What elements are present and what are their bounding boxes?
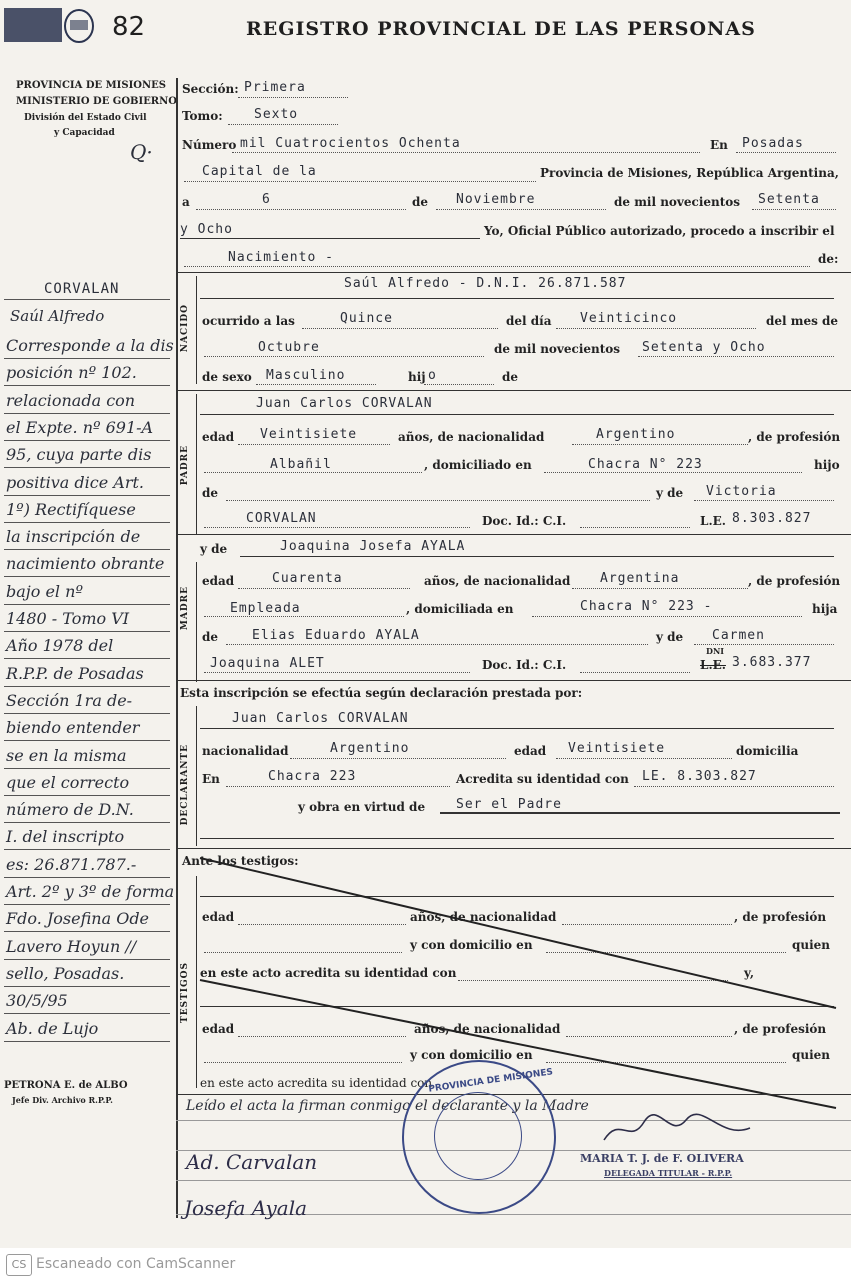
margin-rule bbox=[4, 959, 170, 960]
margin-note-line: Año 1978 del bbox=[6, 636, 114, 655]
padre-doc-label: Doc. Id.: C.I. bbox=[482, 514, 567, 528]
anio-value-1: Setenta bbox=[758, 192, 820, 207]
padre-abuela-value: Victoria bbox=[706, 484, 777, 499]
madre-padre-value: Elias Eduardo AYALA bbox=[252, 628, 420, 643]
margin-rule bbox=[4, 904, 170, 905]
padre-apellido-line bbox=[204, 527, 470, 528]
officer-title: DELEGADA TITULAR - R.P.P. bbox=[604, 1168, 733, 1178]
margin-rule bbox=[4, 1013, 170, 1014]
margin-mark: Q· bbox=[130, 140, 153, 164]
madre-anios-label: años, de nacionalidad bbox=[424, 574, 571, 588]
sexo-label: de sexo bbox=[202, 370, 252, 384]
seccion-line bbox=[238, 97, 348, 98]
padre-prof-line bbox=[204, 472, 422, 473]
anio-nac-value: Setenta y Ocho bbox=[642, 340, 766, 355]
margin-rule bbox=[4, 795, 170, 796]
margin-rule bbox=[4, 495, 170, 496]
padre-edad-label: edad bbox=[202, 430, 235, 444]
decl-en-label: En bbox=[202, 772, 220, 786]
margin-rule bbox=[4, 522, 170, 523]
testigo2-anios-label: años, de nacionalidad bbox=[414, 1022, 561, 1036]
side-label-declarante: DECLARANTE bbox=[180, 744, 190, 826]
office-line-2: MINISTERIO DE GOBIERNO bbox=[16, 96, 177, 107]
en-label: En bbox=[710, 138, 728, 152]
padre-dom-value: Chacra N° 223 bbox=[588, 457, 703, 472]
margin-rule bbox=[4, 358, 170, 359]
margin-rule bbox=[4, 822, 170, 823]
madre-madre-line bbox=[694, 644, 834, 645]
sexo-line bbox=[256, 384, 376, 385]
testigo2-edad-label: edad bbox=[202, 1022, 235, 1036]
margin-note-line: posición nº 102. bbox=[6, 363, 137, 382]
testigo1-edad-label: edad bbox=[202, 910, 235, 924]
testigo2-dom-label: y con domicilio en bbox=[410, 1048, 533, 1062]
margin-rule bbox=[4, 440, 170, 441]
side-rule-madre bbox=[196, 562, 197, 682]
section-rule-padre bbox=[176, 390, 851, 391]
madre-prof-line bbox=[204, 616, 404, 617]
margin-rule bbox=[4, 299, 170, 300]
hora-line bbox=[302, 328, 498, 329]
padre-abuela-line bbox=[694, 500, 834, 501]
decl-acredita-label: Acredita su identidad con bbox=[456, 772, 629, 786]
padre-hijo-label: hijo bbox=[814, 458, 840, 472]
dia-line bbox=[196, 209, 406, 210]
side-rule-declarante bbox=[196, 706, 197, 846]
margin-signer: PETRONA E. de ALBO bbox=[4, 1080, 128, 1091]
section-rule-declarante bbox=[176, 680, 851, 681]
padre-edad-line bbox=[238, 444, 390, 445]
de-label: de bbox=[412, 195, 429, 209]
margin-rule bbox=[4, 549, 170, 550]
decl-nac-value: Argentino bbox=[330, 741, 410, 756]
margin-rule bbox=[4, 1041, 170, 1042]
margin-note-line: 1480 - Tomo VI bbox=[6, 609, 130, 628]
margin-rule bbox=[4, 658, 170, 659]
dia-nac-line bbox=[556, 328, 756, 329]
padre-nac-line bbox=[572, 444, 748, 445]
officer-signature-icon bbox=[600, 1110, 760, 1150]
padre-dom-line bbox=[544, 472, 802, 473]
padre-y-de-label: y de bbox=[656, 486, 684, 500]
margin-rule bbox=[4, 986, 170, 987]
side-rule-padre bbox=[196, 394, 197, 534]
margin-given-name: Saúl Alfredo bbox=[10, 307, 105, 325]
decl-blank-line bbox=[200, 838, 834, 839]
numero-line bbox=[232, 152, 700, 153]
madre-doc-line bbox=[580, 672, 690, 673]
anio-line-1 bbox=[752, 209, 836, 210]
madre-padre-line bbox=[226, 644, 648, 645]
camscanner-text: Escaneado con CamScanner bbox=[36, 1256, 236, 1272]
madre-doc-label: Doc. Id.: C.I. bbox=[482, 658, 567, 672]
registry-title: REGISTRO PROVINCIAL DE LAS PERSONAS bbox=[246, 18, 756, 40]
padre-de-line bbox=[226, 500, 650, 501]
madre-le-value: 3.683.377 bbox=[732, 655, 812, 670]
side-label-testigos: TESTIGOS bbox=[180, 962, 190, 1023]
section-rule-nacido bbox=[176, 272, 851, 273]
decl-edad-label: edad bbox=[514, 744, 547, 758]
margin-rule bbox=[4, 849, 170, 850]
madre-edad-value: Cuarenta bbox=[272, 571, 343, 586]
margin-rule bbox=[4, 467, 170, 468]
margin-note-line: es: 26.871.787.- bbox=[6, 855, 137, 874]
margin-note-line: relacionada con bbox=[6, 391, 136, 410]
numero-value: mil Cuatrocientos Ochenta bbox=[240, 136, 461, 151]
en-line bbox=[736, 152, 836, 153]
margin-note-line: la inscripción de bbox=[6, 527, 141, 546]
mes-nac-value: Octubre bbox=[258, 340, 320, 355]
anio-value-2: y Ocho bbox=[180, 222, 233, 237]
padre-edad-value: Veintisiete bbox=[260, 427, 358, 442]
scanner-footer bbox=[0, 1248, 851, 1280]
margin-note-line: R.P.P. de Posadas bbox=[6, 664, 144, 683]
margin-note-line: 95, cuya parte dis bbox=[6, 445, 152, 464]
margin-rule bbox=[4, 740, 170, 741]
madre-dom-label: , domiciliada en bbox=[406, 602, 514, 616]
madre-prof-value: Empleada bbox=[230, 601, 301, 616]
madre-de-label: de bbox=[202, 630, 219, 644]
testigo2-acredita-label: en este acto acredita su identidad con bbox=[200, 1076, 433, 1090]
testigo1-quien-label: quien bbox=[792, 938, 831, 952]
numero-label: Número bbox=[182, 138, 237, 152]
testigo1-anios-label: años, de nacionalidad bbox=[410, 910, 557, 924]
margin-note-line: nacimiento obrante bbox=[6, 554, 165, 573]
testigo2-prof-label: , de profesión bbox=[734, 1022, 827, 1036]
margin-rule bbox=[4, 877, 170, 878]
capital-line bbox=[184, 181, 536, 182]
margin-note-line: sello, Posadas. bbox=[6, 964, 125, 983]
tomo-value: Sexto bbox=[254, 107, 299, 122]
margin-surname: CORVALAN bbox=[44, 281, 120, 297]
inscripcion-label: Esta inscripción se efectúa según declaración prestada por: bbox=[180, 686, 583, 700]
margin-note-line: bajo el nº bbox=[6, 582, 83, 601]
madre-edad-line bbox=[238, 588, 410, 589]
padre-line bbox=[200, 414, 834, 415]
testigo1-acredita-label: en este acto acredita su identidad con bbox=[200, 966, 457, 980]
padre-apellido-value: CORVALAN bbox=[246, 511, 317, 526]
margin-signer-title: Jefe Div. Archivo R.P.P. bbox=[12, 1095, 113, 1105]
madre-dom-value: Chacra N° 223 - bbox=[580, 599, 713, 614]
madre-y-de-label: y de bbox=[200, 542, 228, 556]
declarante-line bbox=[200, 728, 834, 729]
margin-rule bbox=[4, 604, 170, 605]
hij-label: hij bbox=[408, 370, 426, 384]
testigo2-quien-label: quien bbox=[792, 1048, 831, 1062]
tomo-line bbox=[228, 124, 338, 125]
en-value: Posadas bbox=[742, 136, 804, 151]
margin-note-line: que el correcto bbox=[6, 773, 130, 792]
emblem-icon bbox=[4, 4, 94, 44]
dia-value: 6 bbox=[262, 192, 271, 207]
office-line-3: División del Estado Civil bbox=[24, 113, 147, 123]
decl-dom-line bbox=[226, 786, 450, 787]
madre-madre-value: Carmen bbox=[712, 628, 765, 643]
margin-rule bbox=[4, 713, 170, 714]
margin-note-line: Ab. de Lujo bbox=[6, 1019, 99, 1038]
camscanner-badge: CS bbox=[11, 1258, 27, 1271]
hij-value: o bbox=[428, 368, 437, 383]
padre-le-value: 8.303.827 bbox=[732, 511, 812, 526]
seal-text: PROVINCIA DE MISIONES bbox=[427, 1067, 554, 1095]
decl-id-line bbox=[634, 786, 834, 787]
mil-novecientos-label: de mil novecientos bbox=[614, 195, 741, 209]
madre-madre-2-line bbox=[204, 672, 470, 673]
decl-nac-label: nacionalidad bbox=[202, 744, 289, 758]
acto-value: Nacimiento - bbox=[228, 250, 334, 265]
official-seal-icon bbox=[402, 1060, 556, 1214]
official-seal-inner-icon bbox=[434, 1092, 522, 1180]
camscanner-logo-icon bbox=[6, 1254, 32, 1276]
padre-prof-label: , de profesión bbox=[748, 430, 841, 444]
margin-rule bbox=[4, 413, 170, 414]
seccion-value: Primera bbox=[244, 80, 306, 95]
tomo-label: Tomo: bbox=[182, 109, 223, 123]
margin-note-line: I. del inscripto bbox=[6, 827, 125, 846]
madre-prof-label: , de profesión bbox=[748, 574, 841, 588]
dia-nac-value: Veinticinco bbox=[580, 311, 678, 326]
ocurrido-label: ocurrido a las bbox=[202, 314, 295, 328]
yo-label: Yo, Oficial Público autorizado, procedo a inscribir el bbox=[484, 224, 835, 238]
margin-note-line: Fdo. Josefina Ode bbox=[6, 909, 150, 928]
testigo1-prof-label: , de profesión bbox=[734, 910, 827, 924]
madre-nac-line bbox=[572, 588, 748, 589]
testigos-label: Ante los testigos: bbox=[182, 854, 299, 868]
madre-edad-label: edad bbox=[202, 574, 235, 588]
page-number: 82 bbox=[112, 12, 146, 42]
margin-note-line: Corresponde a la dis bbox=[6, 336, 174, 355]
mes-value: Noviembre bbox=[456, 192, 536, 207]
leido-text: Leído el acta la firman conmigo el declarante y la Madre bbox=[186, 1098, 589, 1114]
officer-name: MARIA T. J. de F. OLIVERA bbox=[580, 1152, 744, 1165]
sexo-value: Masculino bbox=[266, 368, 346, 383]
padre-le-label: L.E. bbox=[700, 514, 726, 528]
anio-line-2 bbox=[180, 238, 480, 239]
margin-rule bbox=[4, 631, 170, 632]
capital-value: Capital de la bbox=[202, 164, 317, 179]
padre-prof-value: Albañil bbox=[270, 457, 332, 472]
nacido-line bbox=[200, 298, 834, 299]
margin-note-line: positiva dice Art. bbox=[6, 473, 145, 492]
de-hijo-label: de bbox=[502, 370, 519, 384]
signature-father: Ad. Carvalan bbox=[186, 1150, 318, 1174]
margin-note-line: biendo entender bbox=[6, 718, 140, 737]
madre-value: Joaquina Josefa AYALA bbox=[280, 539, 466, 554]
madre-y-de-2-label: y de bbox=[656, 630, 684, 644]
margin-note-line: 30/5/95 bbox=[6, 991, 68, 1010]
decl-nac-line bbox=[290, 758, 506, 759]
nacido-value: Saúl Alfredo - D.N.I. 26.871.587 bbox=[344, 276, 627, 291]
a-label: a bbox=[182, 195, 190, 209]
margin-note-line: Lavero Hoyun // bbox=[6, 937, 137, 956]
margin-rule bbox=[4, 576, 170, 577]
decl-obra-value: Ser el Padre bbox=[456, 797, 562, 812]
padre-value: Juan Carlos CORVALAN bbox=[256, 396, 433, 411]
margin-note-line: el Expte. nº 691-A bbox=[6, 418, 154, 437]
side-label-nacido: NACIDO bbox=[180, 304, 190, 353]
decl-obra-label: y obra en virtud de bbox=[298, 800, 426, 814]
section-rule-madre bbox=[176, 534, 851, 535]
madre-madre-2-value: Joaquina ALET bbox=[210, 656, 325, 671]
madre-nac-value: Argentina bbox=[600, 571, 680, 586]
declarante-value: Juan Carlos CORVALAN bbox=[232, 711, 409, 726]
decl-id-value: LE. 8.303.827 bbox=[642, 769, 757, 784]
decl-domicilia-label: domicilia bbox=[736, 744, 799, 758]
padre-doc-line bbox=[580, 527, 690, 528]
mes-line bbox=[436, 209, 606, 210]
padre-nac-value: Argentino bbox=[596, 427, 676, 442]
del-mes-label: del mes de bbox=[766, 314, 839, 328]
margin-rule bbox=[4, 768, 170, 769]
signature-mother: Josefa Ayala bbox=[184, 1196, 308, 1220]
side-rule-nacido bbox=[196, 276, 197, 384]
margin-note-line: 1º) Rectifíquese bbox=[6, 500, 136, 519]
acto-line bbox=[184, 266, 810, 267]
margin-rule bbox=[4, 385, 170, 386]
office-line-1: PROVINCIA DE MISIONES bbox=[16, 80, 166, 91]
anio-nac-line bbox=[638, 356, 834, 357]
side-label-padre: PADRE bbox=[180, 445, 190, 486]
madre-line bbox=[240, 556, 834, 557]
madre-le-label: L.E. bbox=[700, 658, 726, 672]
madre-dni-note: DNI bbox=[706, 646, 724, 656]
de-colon-label: de: bbox=[818, 252, 839, 266]
padre-anios-label: años, de nacionalidad bbox=[398, 430, 545, 444]
margin-note-line: número de D.N. bbox=[6, 800, 134, 819]
provincia-label: Provincia de Misiones, República Argentina, bbox=[540, 166, 839, 180]
margin-rule bbox=[4, 931, 170, 932]
margin-note-line: se en la misma bbox=[6, 746, 127, 765]
decl-edad-value: Veintisiete bbox=[568, 741, 666, 756]
padre-dom-label: , domiciliado en bbox=[424, 458, 532, 472]
seccion-label: Sección: bbox=[182, 82, 239, 96]
de-mil-nov-label: de mil novecientos bbox=[494, 342, 621, 356]
madre-dom-line bbox=[532, 616, 802, 617]
hora-value: Quince bbox=[340, 311, 393, 326]
padre-de-label: de bbox=[202, 486, 219, 500]
hij-line bbox=[424, 384, 494, 385]
office-line-4: y Capacidad bbox=[54, 128, 115, 138]
decl-edad-line bbox=[556, 758, 732, 759]
decl-dom-value: Chacra 223 bbox=[268, 769, 357, 784]
margin-note-line: Art. 2º y 3º de forma bbox=[6, 882, 175, 901]
decl-obra-line bbox=[440, 812, 840, 814]
side-label-madre: MADRE bbox=[180, 586, 190, 631]
mes-nac-line bbox=[204, 356, 484, 357]
del-dia-label: del día bbox=[506, 314, 552, 328]
testigo1-y-label: y, bbox=[744, 966, 755, 980]
testigo1-dom-label: y con domicilio en bbox=[410, 938, 533, 952]
margin-rule bbox=[4, 686, 170, 687]
madre-hija-label: hija bbox=[812, 602, 838, 616]
margin-note-line: Sección 1ra de- bbox=[6, 691, 133, 710]
